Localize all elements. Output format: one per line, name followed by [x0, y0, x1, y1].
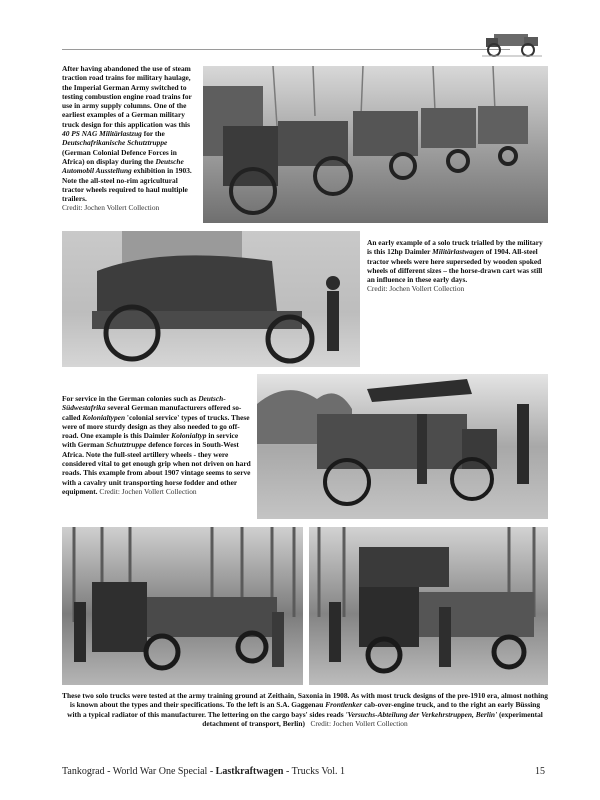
caption-zeithain-trials: These two solo trucks were tested at the army training ground at Zeithain, Saxonia in 1908. As with most truck designs of the pre-1910 era, almost nothing is known about the types and their specifications. To the left is an S.A. Gaggenau Frontlenker cab-over-engine truck, and to the right an early Büssing with a typical radiator of this manufacturer. The lettering on the cargo bays' sides reads 'Versuchs-Abteilung der Verkehrstruppen, Berlin' (experimental detachment of transport, Berlin) Credit: Jochen Vollert Collection [62, 691, 548, 728]
photo-gaggenau-frontlenker [62, 527, 303, 685]
credit-text: Credit: Jochen Vollert Collection [62, 203, 160, 213]
page-number: 15 [535, 766, 545, 777]
page-footer [62, 766, 545, 780]
caption-nag-road-train: After having abandoned the use of steam traction road trains for military haulage, the Imperial German Army switched to testing combustion engine road trains for use in army supply columns. One of the earliest examples of a German military truck design for this application was this 40 PS NAG Militärlastzug for the Deutschafrikanische Schutztruppe (German Colonial Defence Forces in Africa) on display during the Deutsche Automobil Ausstellung exhibition in 1903. Note the all-steel no-rim agricultural tractor wheels required to haul multiple trailers. Credit: Jochen Vollert Collection [62, 64, 192, 213]
credit-text: Credit: Jochen Vollert Collection [367, 284, 465, 294]
caption-daimler-1904: An early example of a solo truck trialled by the military is this 12hp Daimler Militärlastwagen of 1904. All-steel tractor wheels were here superseded by wooden spoked wheels of different sizes – the horse-drawn cart was still an influence in these early days. Credit: Jochen Vollert Collection [367, 238, 543, 294]
running-title: Tankograd - World War One Special - Lastkraftwagen - Trucks Vol. 1 [62, 766, 346, 777]
truck-logo-icon [480, 28, 544, 58]
photo-nag-road-train [203, 66, 548, 223]
credit-text: Credit: Jochen Vollert Collection [310, 718, 408, 728]
header-rule [62, 49, 510, 50]
credit-text: Credit: Jochen Vollert Collection [99, 486, 197, 496]
photo-bussing-truck [309, 527, 548, 685]
photo-daimler-kolonialtyp [257, 374, 548, 519]
photo-daimler-1904 [62, 231, 360, 367]
caption-daimler-kolonialtyp: For service in the German colonies such as Deutsch-Südwestafrika several German manufacturers offered so-called Kolonialtypen 'colonial service' types of trucks. These were of more sturdy design as they also needed to go off-road. One example is this Daimler Kolonialtyp in service with German Schutztruppe defence forces in South-West Africa. Note the full-steel artillery wheels - they were considered vital to get enough grip when not driven on hard roads. This example from about 1907 vintage seems to serve with a cavalry unit transporting horse fodder and other equipment. Credit: Jochen Vollert Collection [62, 394, 251, 496]
